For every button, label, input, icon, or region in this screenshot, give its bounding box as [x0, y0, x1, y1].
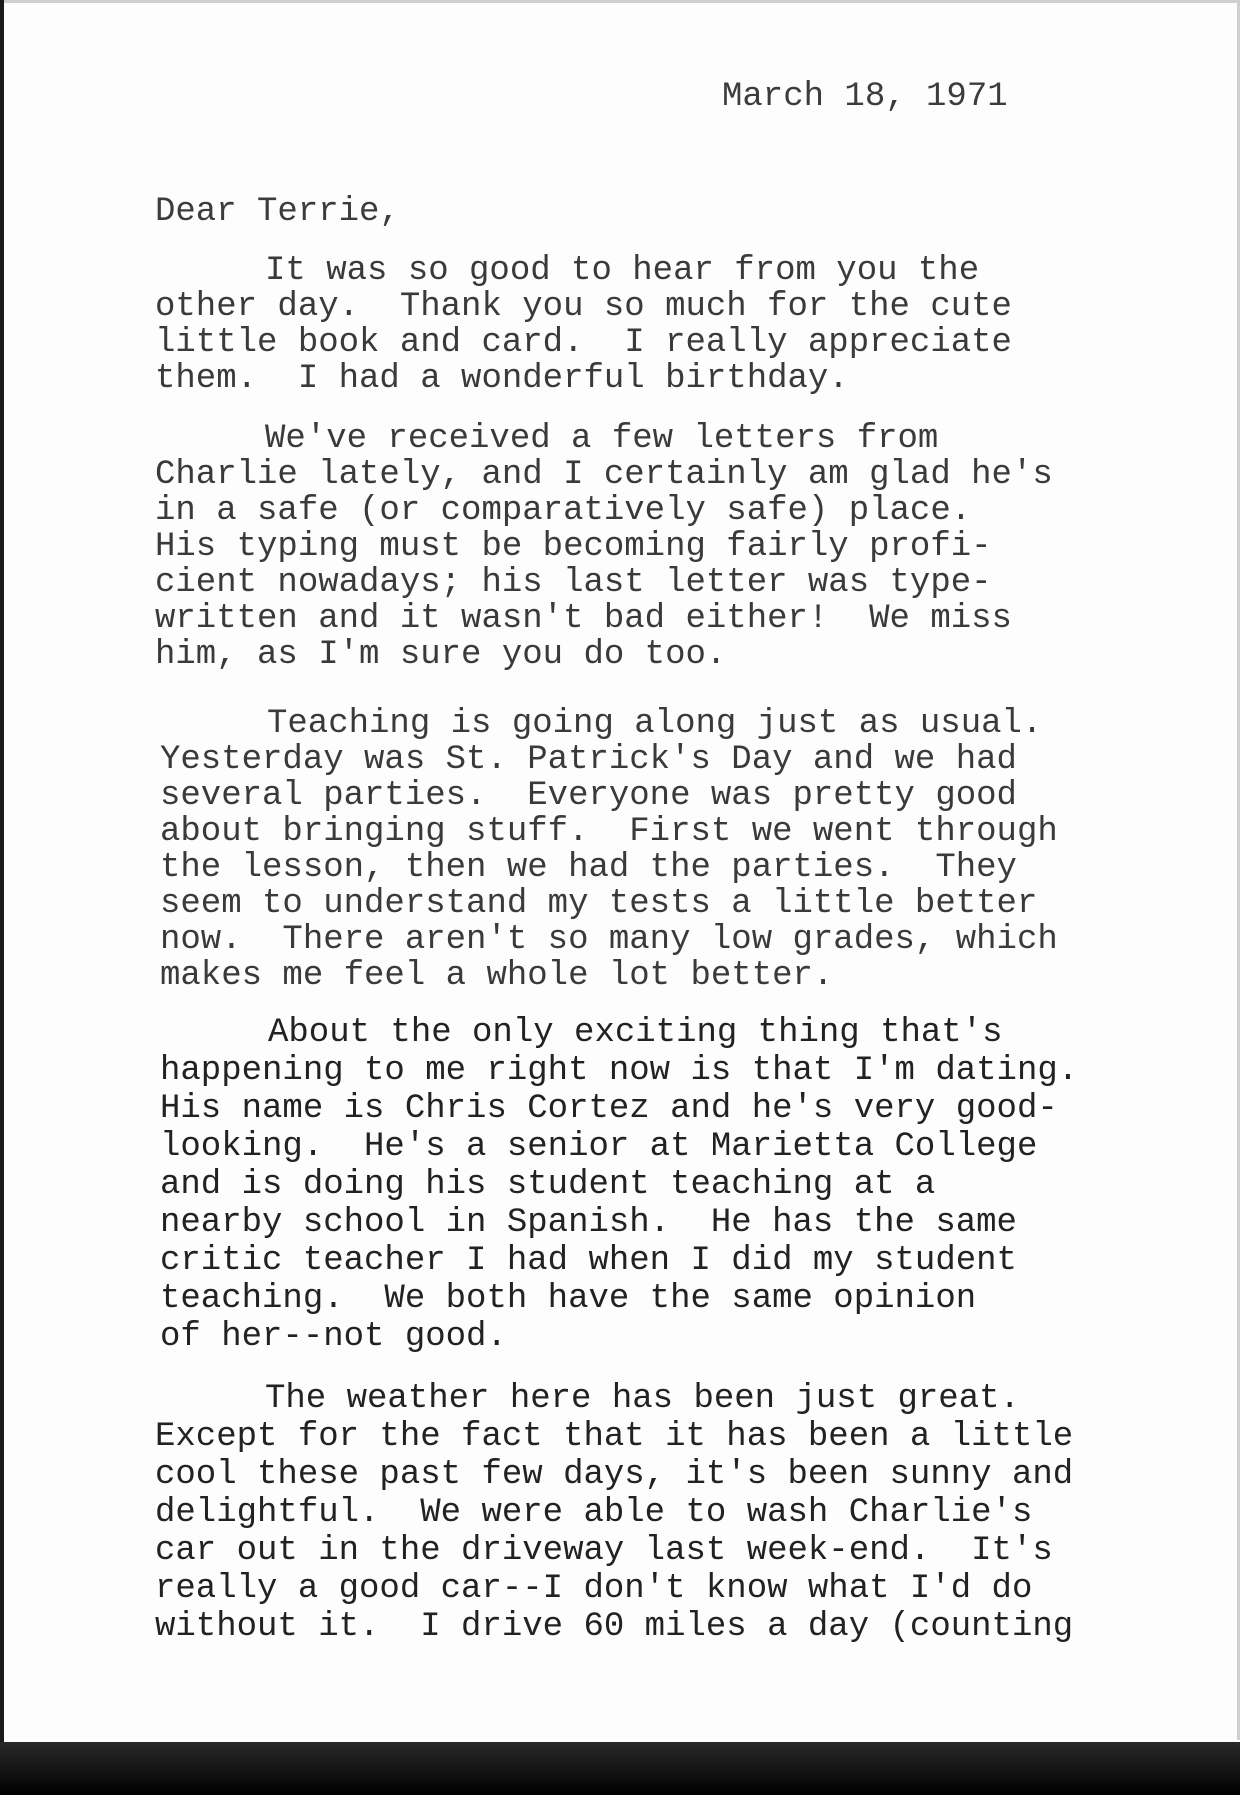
letter-line: We've received a few letters from — [265, 420, 939, 458]
letter-line: cool these past few days, it's been sunny and — [155, 1456, 1074, 1494]
letter-line: several parties. Everyone was pretty good — [160, 777, 1017, 815]
letter-line: The weather here has been just great. — [265, 1380, 1020, 1418]
letter-line: cient nowadays; his last letter was type- — [155, 564, 992, 602]
letter-line: him, as I'm sure you do too. — [155, 636, 727, 674]
letter-salutation: Dear Terrie, — [155, 193, 400, 231]
letter-line: His typing must be becoming fairly profi- — [155, 528, 992, 566]
scan-edge-left — [0, 0, 4, 1795]
letter-line: without it. I drive 60 miles a day (counting — [155, 1608, 1074, 1646]
letter-line: about bringing stuff. First we went through — [160, 813, 1058, 851]
letter-line: in a safe (or comparatively safe) place. — [155, 492, 972, 530]
letter-line: nearby school in Spanish. He has the same — [160, 1204, 1017, 1242]
letter-line: really a good car--I don't know what I'd do — [155, 1570, 1033, 1608]
letter-line: His name is Chris Cortez and he's very good- — [160, 1090, 1058, 1128]
letter-line: About the only exciting thing that's — [268, 1014, 1003, 1052]
letter-line: Except for the fact that it has been a little — [155, 1418, 1074, 1456]
letter-line: teaching. We both have the same opinion — [160, 1280, 977, 1318]
scan-edge-bottom — [0, 1742, 1240, 1795]
letter-date: March 18, 1971 — [722, 78, 1008, 116]
letter-line: Teaching is going along just as usual. — [267, 705, 1043, 743]
letter-line: makes me feel a whole lot better. — [160, 957, 834, 995]
letter-line: and is doing his student teaching at a — [160, 1166, 936, 1204]
letter-line: little book and card. I really appreciate — [155, 324, 1012, 362]
letter-line: Charlie lately, and I certainly am glad he's — [155, 456, 1053, 494]
letter-line: happening to me right now is that I'm dating. — [160, 1052, 1079, 1090]
letter-line: It was so good to hear from you the — [265, 252, 980, 290]
letter-line: now. There aren't so many low grades, which — [160, 921, 1058, 959]
letter-line: delightful. We were able to wash Charlie's — [155, 1494, 1033, 1532]
letter-line: looking. He's a senior at Marietta College — [160, 1128, 1038, 1166]
letter-line: seem to understand my tests a little better — [160, 885, 1038, 923]
letter-line: Yesterday was St. Patrick's Day and we had — [160, 741, 1017, 779]
letter-line: of her--not good. — [160, 1318, 507, 1356]
letter-line: the lesson, then we had the parties. They — [160, 849, 1017, 887]
letter-line: critic teacher I had when I did my student — [160, 1242, 1017, 1280]
scan-edge-top — [0, 0, 1240, 3]
letter-line: written and it wasn't bad either! We miss — [155, 600, 1012, 638]
letter-line: other day. Thank you so much for the cute — [155, 288, 1012, 326]
letter-line: them. I had a wonderful birthday. — [155, 360, 849, 398]
letter-line: car out in the driveway last week-end. It's — [155, 1532, 1053, 1570]
